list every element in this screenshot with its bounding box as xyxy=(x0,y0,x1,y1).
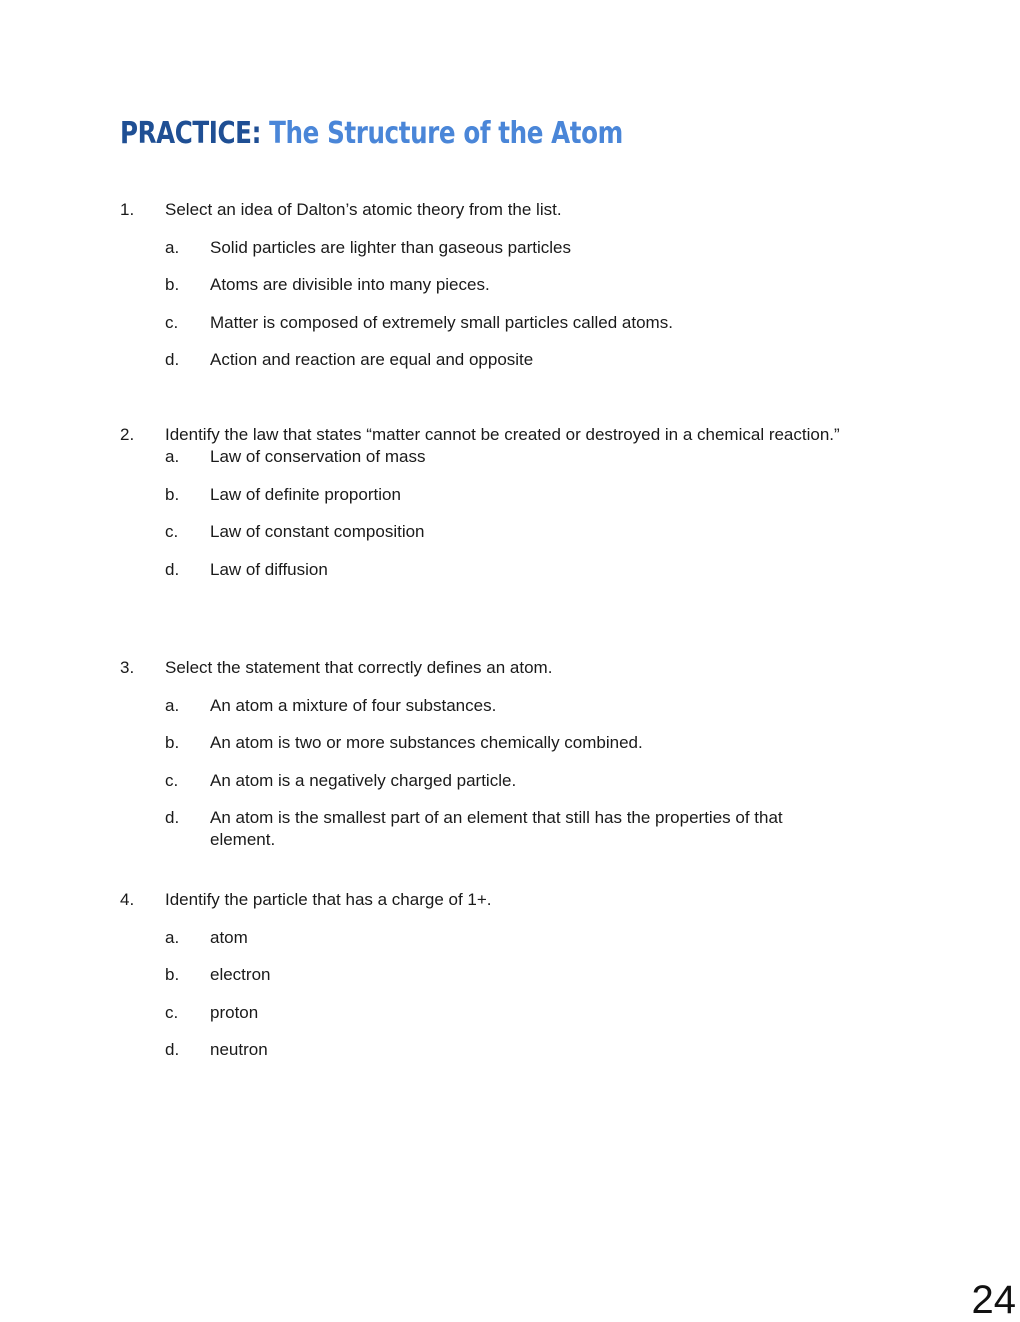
option-letter: c. xyxy=(165,312,179,332)
option-letter: b. xyxy=(165,965,180,984)
option-text: Law of diffusion xyxy=(210,559,328,579)
answer-options xyxy=(120,237,840,372)
answer-option-d[interactable] xyxy=(120,807,840,851)
question-3 xyxy=(120,657,840,851)
answer-option-b[interactable] xyxy=(120,732,840,754)
answer-option-a[interactable] xyxy=(120,237,840,259)
answer-option-c[interactable] xyxy=(120,770,840,792)
option-text: Law of constant composition xyxy=(210,522,425,541)
option-letter: a. xyxy=(165,927,180,947)
option-text: neutron xyxy=(210,1040,268,1059)
option-text: An atom is two or more substances chemically combined. xyxy=(210,733,643,752)
option-text: Law of conservation of mass xyxy=(210,447,426,466)
answer-option-a[interactable] xyxy=(120,446,840,468)
question-number: 2. xyxy=(120,425,135,444)
question-1 xyxy=(120,199,840,371)
option-text: Matter is composed of extremely small particles called atoms. xyxy=(210,312,673,332)
option-letter: a. xyxy=(165,237,180,257)
option-text: Solid particles are lighter than gaseous particles xyxy=(210,237,571,257)
option-text: Law of definite proportion xyxy=(210,484,401,504)
question-text: Select an idea of Dalton’s atomic theory from the list. xyxy=(165,200,562,219)
question-2 xyxy=(120,424,840,581)
question-number: 4. xyxy=(120,890,135,909)
option-text: Atoms are divisible into many pieces. xyxy=(210,275,490,294)
option-letter: a. xyxy=(165,695,180,715)
option-text: proton xyxy=(210,1002,259,1022)
question-4 xyxy=(120,889,840,1061)
answer-option-d[interactable] xyxy=(120,349,840,371)
option-letter: d. xyxy=(165,808,180,827)
question-text: Select the statement that correctly defines an atom. xyxy=(165,658,553,677)
question-text: Identify the law that states “matter cannot be created or destroyed in a chemical reaction.” xyxy=(165,425,840,444)
page-title xyxy=(120,114,623,154)
question-stem xyxy=(120,889,840,911)
answer-option-a[interactable] xyxy=(120,927,840,949)
option-letter: b. xyxy=(165,275,180,294)
answer-option-c[interactable] xyxy=(120,312,840,334)
option-letter: d. xyxy=(165,350,180,369)
question-stem xyxy=(120,657,840,679)
question-stem xyxy=(120,199,840,221)
question-number: 1. xyxy=(120,200,135,219)
option-text: An atom a mixture of four substances. xyxy=(210,695,497,715)
option-letter: c. xyxy=(165,522,179,541)
option-text: atom xyxy=(210,927,248,947)
answer-option-c[interactable] xyxy=(120,521,840,543)
option-letter: d. xyxy=(165,1040,180,1059)
answer-option-b[interactable] xyxy=(120,484,840,506)
option-letter: c. xyxy=(165,770,179,790)
option-text: An atom is the smallest part of an element that still has the properties of that element. xyxy=(210,808,783,849)
option-letter: b. xyxy=(165,733,180,752)
answer-options xyxy=(120,695,840,852)
answer-option-d[interactable] xyxy=(120,1039,840,1061)
option-text: electron xyxy=(210,965,271,984)
answer-option-c[interactable] xyxy=(120,1002,840,1024)
question-number: 3. xyxy=(120,658,135,677)
answer-option-b[interactable] xyxy=(120,964,840,986)
answer-option-a[interactable] xyxy=(120,695,840,717)
title-prefix: PRACTICE: xyxy=(120,116,262,151)
answer-options xyxy=(120,446,840,581)
question-text: Identify the particle that has a charge of 1+. xyxy=(165,890,492,909)
answer-option-b[interactable] xyxy=(120,274,840,296)
page-number: 24 xyxy=(971,1278,1016,1322)
option-letter: d. xyxy=(165,559,180,579)
option-letter: c. xyxy=(165,1002,179,1022)
option-letter: b. xyxy=(165,484,180,504)
option-letter: a. xyxy=(165,447,180,466)
title-main: The Structure of the Atom xyxy=(269,116,623,151)
answer-option-d[interactable] xyxy=(120,559,840,581)
option-text: Action and reaction are equal and opposite xyxy=(210,350,534,369)
option-text: An atom is a negatively charged particle. xyxy=(210,770,517,790)
answer-options xyxy=(120,927,840,1062)
question-stem xyxy=(120,424,840,446)
